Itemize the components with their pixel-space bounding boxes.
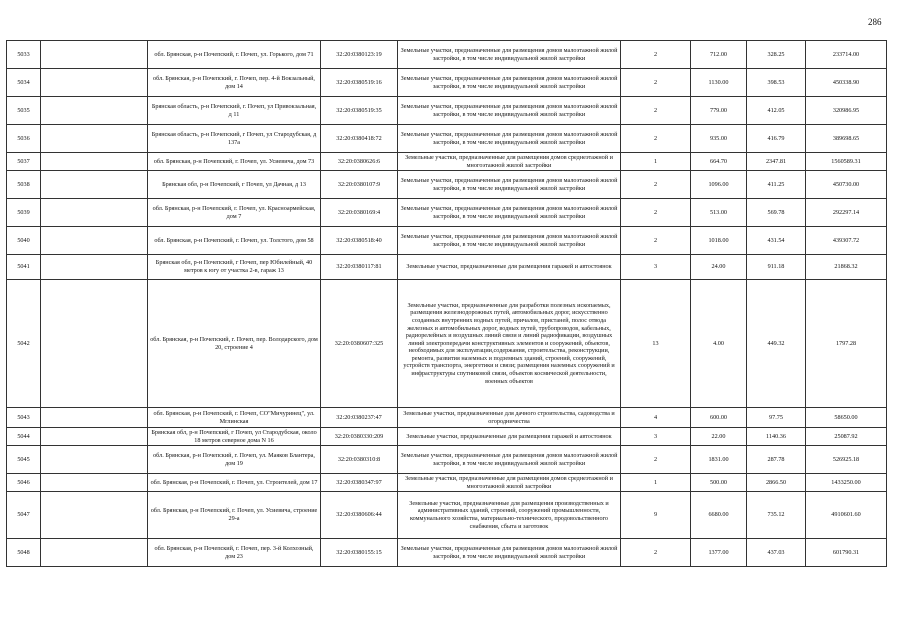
land-use-cell: Земельные участки, предназначенные для размещения домов малоэтажной жилой застройки, в том числе индивидуальной жилой застройки	[398, 41, 621, 69]
empty-cell	[41, 69, 148, 97]
group-cell: 2	[621, 227, 691, 255]
cadastral-number-cell: 32:20:0380155:15	[321, 539, 398, 567]
table-row	[7, 255, 887, 280]
empty-cell	[41, 539, 148, 567]
cadastral-number-cell: 32:20:0380310:8	[321, 446, 398, 474]
value-cell: 1560589.31	[806, 153, 887, 171]
empty-cell	[41, 492, 148, 539]
cadastral-number-cell: 32:20:0380107:9	[321, 171, 398, 199]
address-cell: Брянская обл, р-н Почепский, г Почеп, ул Стародубская, около 18 метров северное дома N 16	[148, 428, 321, 446]
rate-cell: 97.75	[747, 408, 806, 428]
rate-cell: 2866.50	[747, 474, 806, 492]
table-row	[7, 428, 887, 446]
row-number: 5035	[7, 97, 41, 125]
value-cell: 450338.90	[806, 69, 887, 97]
rate-cell: 911.18	[747, 255, 806, 280]
cadastral-number-cell: 32:20:0380237:47	[321, 408, 398, 428]
land-use-cell: Земельные участки, предназначенные для размещения гаражей и автостоянок	[398, 428, 621, 446]
address-cell: обл. Брянская, р-н Почепский, г. Почеп, ул. Красноармейская, дом 7	[148, 199, 321, 227]
area-cell: 500.00	[691, 474, 747, 492]
value-cell: 58650.00	[806, 408, 887, 428]
group-cell: 9	[621, 492, 691, 539]
table-row	[7, 153, 887, 171]
table-row	[7, 446, 887, 474]
empty-cell	[41, 199, 148, 227]
rate-cell: 735.12	[747, 492, 806, 539]
rate-cell: 2347.81	[747, 153, 806, 171]
area-cell: 1096.00	[691, 171, 747, 199]
address-cell: обл. Брянская, р-н Почепский, г. Почеп, ул. Строителей, дом 17	[148, 474, 321, 492]
table-body	[7, 41, 887, 567]
land-use-cell: Земельные участки, предназначенные для размещения гаражей и автостоянок	[398, 255, 621, 280]
empty-cell	[41, 474, 148, 492]
group-cell: 2	[621, 41, 691, 69]
table-row	[7, 125, 887, 153]
cadastral-number-cell: 32:20:0380347:97	[321, 474, 398, 492]
cadastral-number-cell: 32:20:0380519:35	[321, 97, 398, 125]
address-cell: Брянская область, р-н Почепский, г. Почеп, ул Привокзальная, д 11	[148, 97, 321, 125]
rate-cell: 416.79	[747, 125, 806, 153]
empty-cell	[41, 428, 148, 446]
area-cell: 664.70	[691, 153, 747, 171]
rate-cell: 411.25	[747, 171, 806, 199]
cadastral-number-cell: 32:20:0380330:209	[321, 428, 398, 446]
value-cell: 450730.00	[806, 171, 887, 199]
group-cell: 2	[621, 446, 691, 474]
address-cell: обл. Брянская, р-н Почепский, г. Почеп, ул. Усиевича, строение 29-а	[148, 492, 321, 539]
area-cell: 779.00	[691, 97, 747, 125]
row-number: 5044	[7, 428, 41, 446]
group-cell: 4	[621, 408, 691, 428]
area-cell: 712.00	[691, 41, 747, 69]
value-cell: 320986.95	[806, 97, 887, 125]
empty-cell	[41, 446, 148, 474]
row-number: 5048	[7, 539, 41, 567]
row-number: 5042	[7, 280, 41, 408]
area-cell: 1377.00	[691, 539, 747, 567]
row-number: 5043	[7, 408, 41, 428]
area-cell: 24.00	[691, 255, 747, 280]
group-cell: 2	[621, 539, 691, 567]
group-cell: 3	[621, 255, 691, 280]
table-row	[7, 539, 887, 567]
value-cell: 292297.14	[806, 199, 887, 227]
area-cell: 1018.00	[691, 227, 747, 255]
land-use-cell: Земельные участки, предназначенные для размещения домов малоэтажной жилой застройки, в том числе индивидуальной жилой застройки	[398, 446, 621, 474]
value-cell: 601790.31	[806, 539, 887, 567]
group-cell: 1	[621, 474, 691, 492]
address-cell: обл. Брянская, р-н Почепский, г. Почеп, ул. Маяков Блантера, дом 19	[148, 446, 321, 474]
area-cell: 6680.00	[691, 492, 747, 539]
empty-cell	[41, 97, 148, 125]
empty-cell	[41, 227, 148, 255]
land-use-cell: Земельные участки, предназначенные для размещения домов малоэтажной жилой застройки, в том числе индивидуальной жилой застройки	[398, 171, 621, 199]
cadastral-number-cell: 32:20:0380169:4	[321, 199, 398, 227]
address-cell: Брянская область, р-н Почепский, г Почеп, ул Стародубская, д 137а	[148, 125, 321, 153]
empty-cell	[41, 41, 148, 69]
table-row	[7, 97, 887, 125]
land-use-cell: Земельные участки, предназначенные для размещения домов малоэтажной жилой застройки, в том числе индивидуальной жилой застройки	[398, 69, 621, 97]
group-cell: 2	[621, 97, 691, 125]
cadastral-number-cell: 32:20:0380123:19	[321, 41, 398, 69]
cadastral-number-cell: 32:20:0380519:16	[321, 69, 398, 97]
address-cell: обл. Брянская, р-н Почепский, г. Почеп, ул. Усиевича, дом 73	[148, 153, 321, 171]
land-use-cell: Земельные участки, предназначенные для разработки полезных ископаемых, размещения железнодорожных путей, автомобильных дорог, искусственно созданных внутренних водных путей, причалов, пристаней, полос отвода железных и автомобильных дорог, водных путей, трубопроводов, кабельных, радиорелейных и воздушных линий связи и линий радиофикации, воздушных линий электропередачи конструктивных элементов и сооружений, объектов, необходимых для эксплуатации,содержания, строительства, реконструкции, ремонта, развития наземных и подземных зданий, строений, сооружений, устройств транспорта, энергетики и связи; размещения наземных сооружений и инфраструктуры спутниковой связи, объектов космической деятельности, военных объектов	[398, 280, 621, 408]
empty-cell	[41, 125, 148, 153]
group-cell: 3	[621, 428, 691, 446]
row-number: 5041	[7, 255, 41, 280]
row-number: 5040	[7, 227, 41, 255]
table-row	[7, 41, 887, 69]
table-row	[7, 474, 887, 492]
group-cell: 2	[621, 69, 691, 97]
value-cell: 233714.00	[806, 41, 887, 69]
address-cell: обл. Брянская, р-н Почепский, г. Почеп, ул. Горького, дом 71	[148, 41, 321, 69]
land-use-cell: Земельные участки, предназначенные для размещения домов малоэтажной жилой застройки, в том числе индивидуальной жилой застройки	[398, 199, 621, 227]
value-cell: 25087.92	[806, 428, 887, 446]
cadastral-number-cell: 32:20:0380626:6	[321, 153, 398, 171]
group-cell: 2	[621, 125, 691, 153]
table-row	[7, 408, 887, 428]
row-number: 5046	[7, 474, 41, 492]
address-cell: обл. Брянская, р-н Почепский, г. Почеп, пер. 4-й Вокзальный, дом 14	[148, 69, 321, 97]
row-number: 5036	[7, 125, 41, 153]
cadastral-number-cell: 32:20:0380418:72	[321, 125, 398, 153]
address-cell: Брянская обл, р-н Почепский, г Почеп, пер Юбилейный, 40 метров к югу от участка 2-в, гараж 13	[148, 255, 321, 280]
land-use-cell: Земельные участки, предназначенные для размещения домов малоэтажной жилой застройки, в том числе индивидуальной жилой застройки	[398, 125, 621, 153]
table-row	[7, 280, 887, 408]
cadastral-number-cell: 32:20:0380117:81	[321, 255, 398, 280]
empty-cell	[41, 408, 148, 428]
empty-cell	[41, 255, 148, 280]
land-use-cell: Земельные участки, предназначенные для размещения производственных и административных зданий, строений, сооружений промышленности, коммунального хозяйства, материально-технического, продовольственного снабжения, сбыта и заготовок	[398, 492, 621, 539]
value-cell: 21868.32	[806, 255, 887, 280]
address-cell: обл. Брянская, р-н Почепский, г. Почеп, ул. Толстого, дом 58	[148, 227, 321, 255]
rate-cell: 431.54	[747, 227, 806, 255]
land-use-cell: Земельные участки, предназначенные для размещения домов малоэтажной жилой застройки, в том числе индивидуальной жилой застройки	[398, 227, 621, 255]
land-use-cell: Земельные участки, предназначенные для дачного строительства, садоводства и огородничества	[398, 408, 621, 428]
group-cell: 2	[621, 171, 691, 199]
table-row	[7, 171, 887, 199]
empty-cell	[41, 153, 148, 171]
area-cell: 22.00	[691, 428, 747, 446]
empty-cell	[41, 280, 148, 408]
value-cell: 439307.72	[806, 227, 887, 255]
cadastral-value-table	[6, 40, 887, 567]
rate-cell: 328.25	[747, 41, 806, 69]
row-number: 5045	[7, 446, 41, 474]
area-cell: 4.00	[691, 280, 747, 408]
rate-cell: 449.32	[747, 280, 806, 408]
cadastral-number-cell: 32:20:0380518:40	[321, 227, 398, 255]
land-use-cell: Земельные участки, предназначенные для размещения домов среднеэтажной и многоэтажной жилой застройки	[398, 153, 621, 171]
rate-cell: 437.03	[747, 539, 806, 567]
rate-cell: 398.53	[747, 69, 806, 97]
cadastral-number-cell: 32:20:0380606:44	[321, 492, 398, 539]
group-cell: 13	[621, 280, 691, 408]
group-cell: 1	[621, 153, 691, 171]
rate-cell: 569.78	[747, 199, 806, 227]
row-number: 5039	[7, 199, 41, 227]
table-row	[7, 227, 887, 255]
table-row	[7, 492, 887, 539]
address-cell: обл. Брянская, р-н Почепский, г. Почеп, СО"Мичуринец", ул. Мглинская	[148, 408, 321, 428]
cadastral-number-cell: 32:20:0380607:325	[321, 280, 398, 408]
area-cell: 935.00	[691, 125, 747, 153]
value-cell: 1433250.00	[806, 474, 887, 492]
row-number: 5033	[7, 41, 41, 69]
land-use-cell: Земельные участки, предназначенные для размещения домов малоэтажной жилой застройки, в том числе индивидуальной жилой застройки	[398, 539, 621, 567]
table-row	[7, 69, 887, 97]
address-cell: обл. Брянская, р-н Почепский, г. Почеп, пер. Володарского, дом 20, строение 4	[148, 280, 321, 408]
row-number: 5037	[7, 153, 41, 171]
group-cell: 2	[621, 199, 691, 227]
row-number: 5038	[7, 171, 41, 199]
area-cell: 513.00	[691, 199, 747, 227]
rate-cell: 412.05	[747, 97, 806, 125]
row-number: 5047	[7, 492, 41, 539]
address-cell: обл. Брянская, р-н Почепский, г. Почеп, пер. 3-й Колхозный, дом 23	[148, 539, 321, 567]
address-cell: Брянская обл, р-н Почепский, г Почеп, ул Дачная, д 13	[148, 171, 321, 199]
value-cell: 389698.65	[806, 125, 887, 153]
area-cell: 1130.00	[691, 69, 747, 97]
page-number: 286	[868, 17, 882, 27]
empty-cell	[41, 171, 148, 199]
land-use-cell: Земельные участки, предназначенные для размещения домов среднеэтажной и многоэтажной жилой застройки	[398, 474, 621, 492]
area-cell: 1831.00	[691, 446, 747, 474]
rate-cell: 1140.36	[747, 428, 806, 446]
value-cell: 526925.18	[806, 446, 887, 474]
value-cell: 1797.28	[806, 280, 887, 408]
table-row	[7, 199, 887, 227]
area-cell: 600.00	[691, 408, 747, 428]
rate-cell: 287.78	[747, 446, 806, 474]
row-number: 5034	[7, 69, 41, 97]
land-use-cell: Земельные участки, предназначенные для размещения домов малоэтажной жилой застройки, в том числе индивидуальной жилой застройки	[398, 97, 621, 125]
value-cell: 4910601.60	[806, 492, 887, 539]
